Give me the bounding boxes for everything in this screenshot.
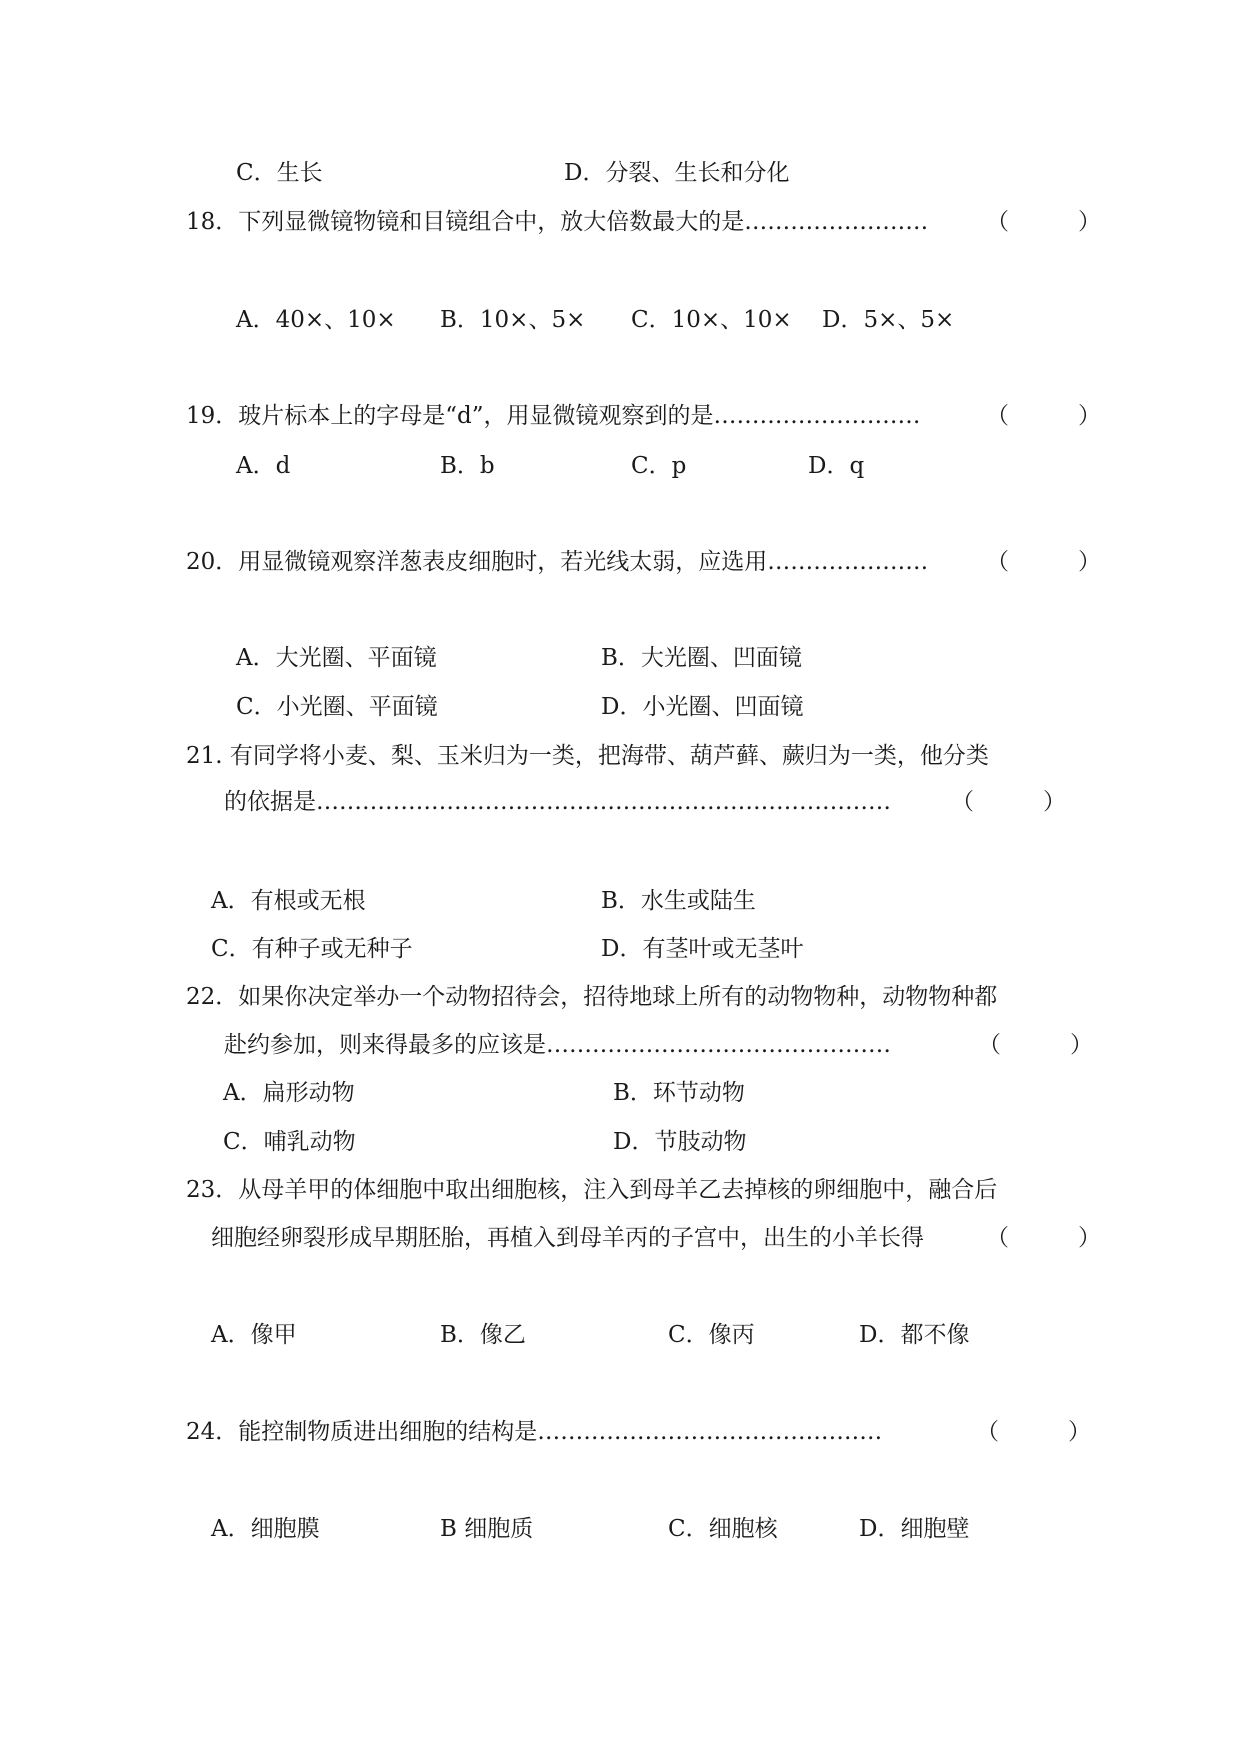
q24-option-d: D．细胞壁 bbox=[859, 1516, 970, 1542]
q23-option-c: C．像丙 bbox=[668, 1322, 755, 1348]
q17-option-d: D．分裂、生长和分化 bbox=[564, 160, 790, 186]
q20-option-a: A．大光圈、平面镜 bbox=[236, 645, 437, 671]
q18-stem: 18．下列显微镜物镜和目镜组合中，放大倍数最大的是…………………… bbox=[186, 209, 929, 235]
q21-stem-line2: 的依据是………………………………………………………………… bbox=[224, 789, 891, 815]
q24-option-a: A．细胞膜 bbox=[211, 1516, 320, 1542]
q22-option-d: D．节肢动物 bbox=[613, 1129, 747, 1155]
q18-answer-paren: （ ） bbox=[986, 209, 1101, 235]
q18-option-b: B．10×、5× bbox=[440, 307, 586, 333]
q19-stem: 19．玻片标本上的字母是“d”，用显微镜观察到的是……………………… bbox=[186, 403, 921, 429]
q18-option-c: C．10×、10× bbox=[631, 307, 792, 333]
q22-stem-line2: 赴约参加，则来得最多的应该是……………………………………… bbox=[224, 1032, 891, 1058]
q22-stem-line1: 22．如果你决定举办一个动物招待会，招待地球上所有的动物物种，动物物种都 bbox=[186, 984, 998, 1010]
q23-option-d: D．都不像 bbox=[859, 1322, 970, 1348]
q21-answer-paren: （ ） bbox=[951, 789, 1066, 815]
q18-option-a: A．40×、10× bbox=[236, 307, 396, 333]
q20-option-b: B．大光圈、凹面镜 bbox=[601, 645, 802, 671]
q24-option-c: C．细胞核 bbox=[668, 1516, 778, 1542]
q19-option-d: D．q bbox=[808, 453, 865, 479]
q21-option-b: B．水生或陆生 bbox=[601, 888, 756, 914]
q20-answer-paren: （ ） bbox=[986, 549, 1101, 575]
q19-answer-paren: （ ） bbox=[986, 403, 1101, 429]
q21-stem-line1: 21. 有同学将小麦、梨、玉米归为一类，把海带、葫芦藓、蕨归为一类，他分类 bbox=[186, 743, 989, 769]
q23-option-b: B．像乙 bbox=[440, 1322, 526, 1348]
q23-stem-line1: 23．从母羊甲的体细胞中取出细胞核，注入到母羊乙去掉核的卵细胞中，融合后 bbox=[186, 1177, 998, 1203]
q23-option-a: A．像甲 bbox=[211, 1322, 297, 1348]
q19-option-a: A．d bbox=[236, 453, 291, 479]
q21-option-d: D．有茎叶或无茎叶 bbox=[601, 936, 804, 962]
q22-option-a: A．扁形动物 bbox=[223, 1080, 355, 1106]
q22-option-c: C．哺乳动物 bbox=[223, 1129, 356, 1155]
q18-option-d: D．5×、5× bbox=[822, 307, 955, 333]
q20-stem: 20．用显微镜观察洋葱表皮细胞时，若光线太弱，应选用………………… bbox=[186, 549, 929, 575]
q19-option-c: C．p bbox=[631, 453, 687, 479]
q21-option-c: C．有种子或无种子 bbox=[211, 936, 413, 962]
q19-option-b: B．b bbox=[440, 453, 495, 479]
q24-stem: 24．能控制物质进出细胞的结构是……………………………………… bbox=[186, 1419, 883, 1445]
q20-option-d: D．小光圈、凹面镜 bbox=[601, 694, 804, 720]
q17-option-c: C．生长 bbox=[236, 160, 323, 186]
q24-answer-paren: （ ） bbox=[976, 1419, 1091, 1445]
q23-answer-paren: （ ） bbox=[986, 1225, 1101, 1251]
q20-option-c: C．小光圈、平面镜 bbox=[236, 694, 438, 720]
q22-option-b: B．环节动物 bbox=[613, 1080, 745, 1106]
q23-stem-line2: 细胞经卵裂形成早期胚胎，再植入到母羊丙的子宫中，出生的小羊长得 bbox=[211, 1225, 924, 1251]
q24-option-b: B 细胞质 bbox=[440, 1516, 534, 1542]
q21-option-a: A．有根或无根 bbox=[211, 888, 366, 914]
q22-answer-paren: （ ） bbox=[978, 1032, 1093, 1058]
